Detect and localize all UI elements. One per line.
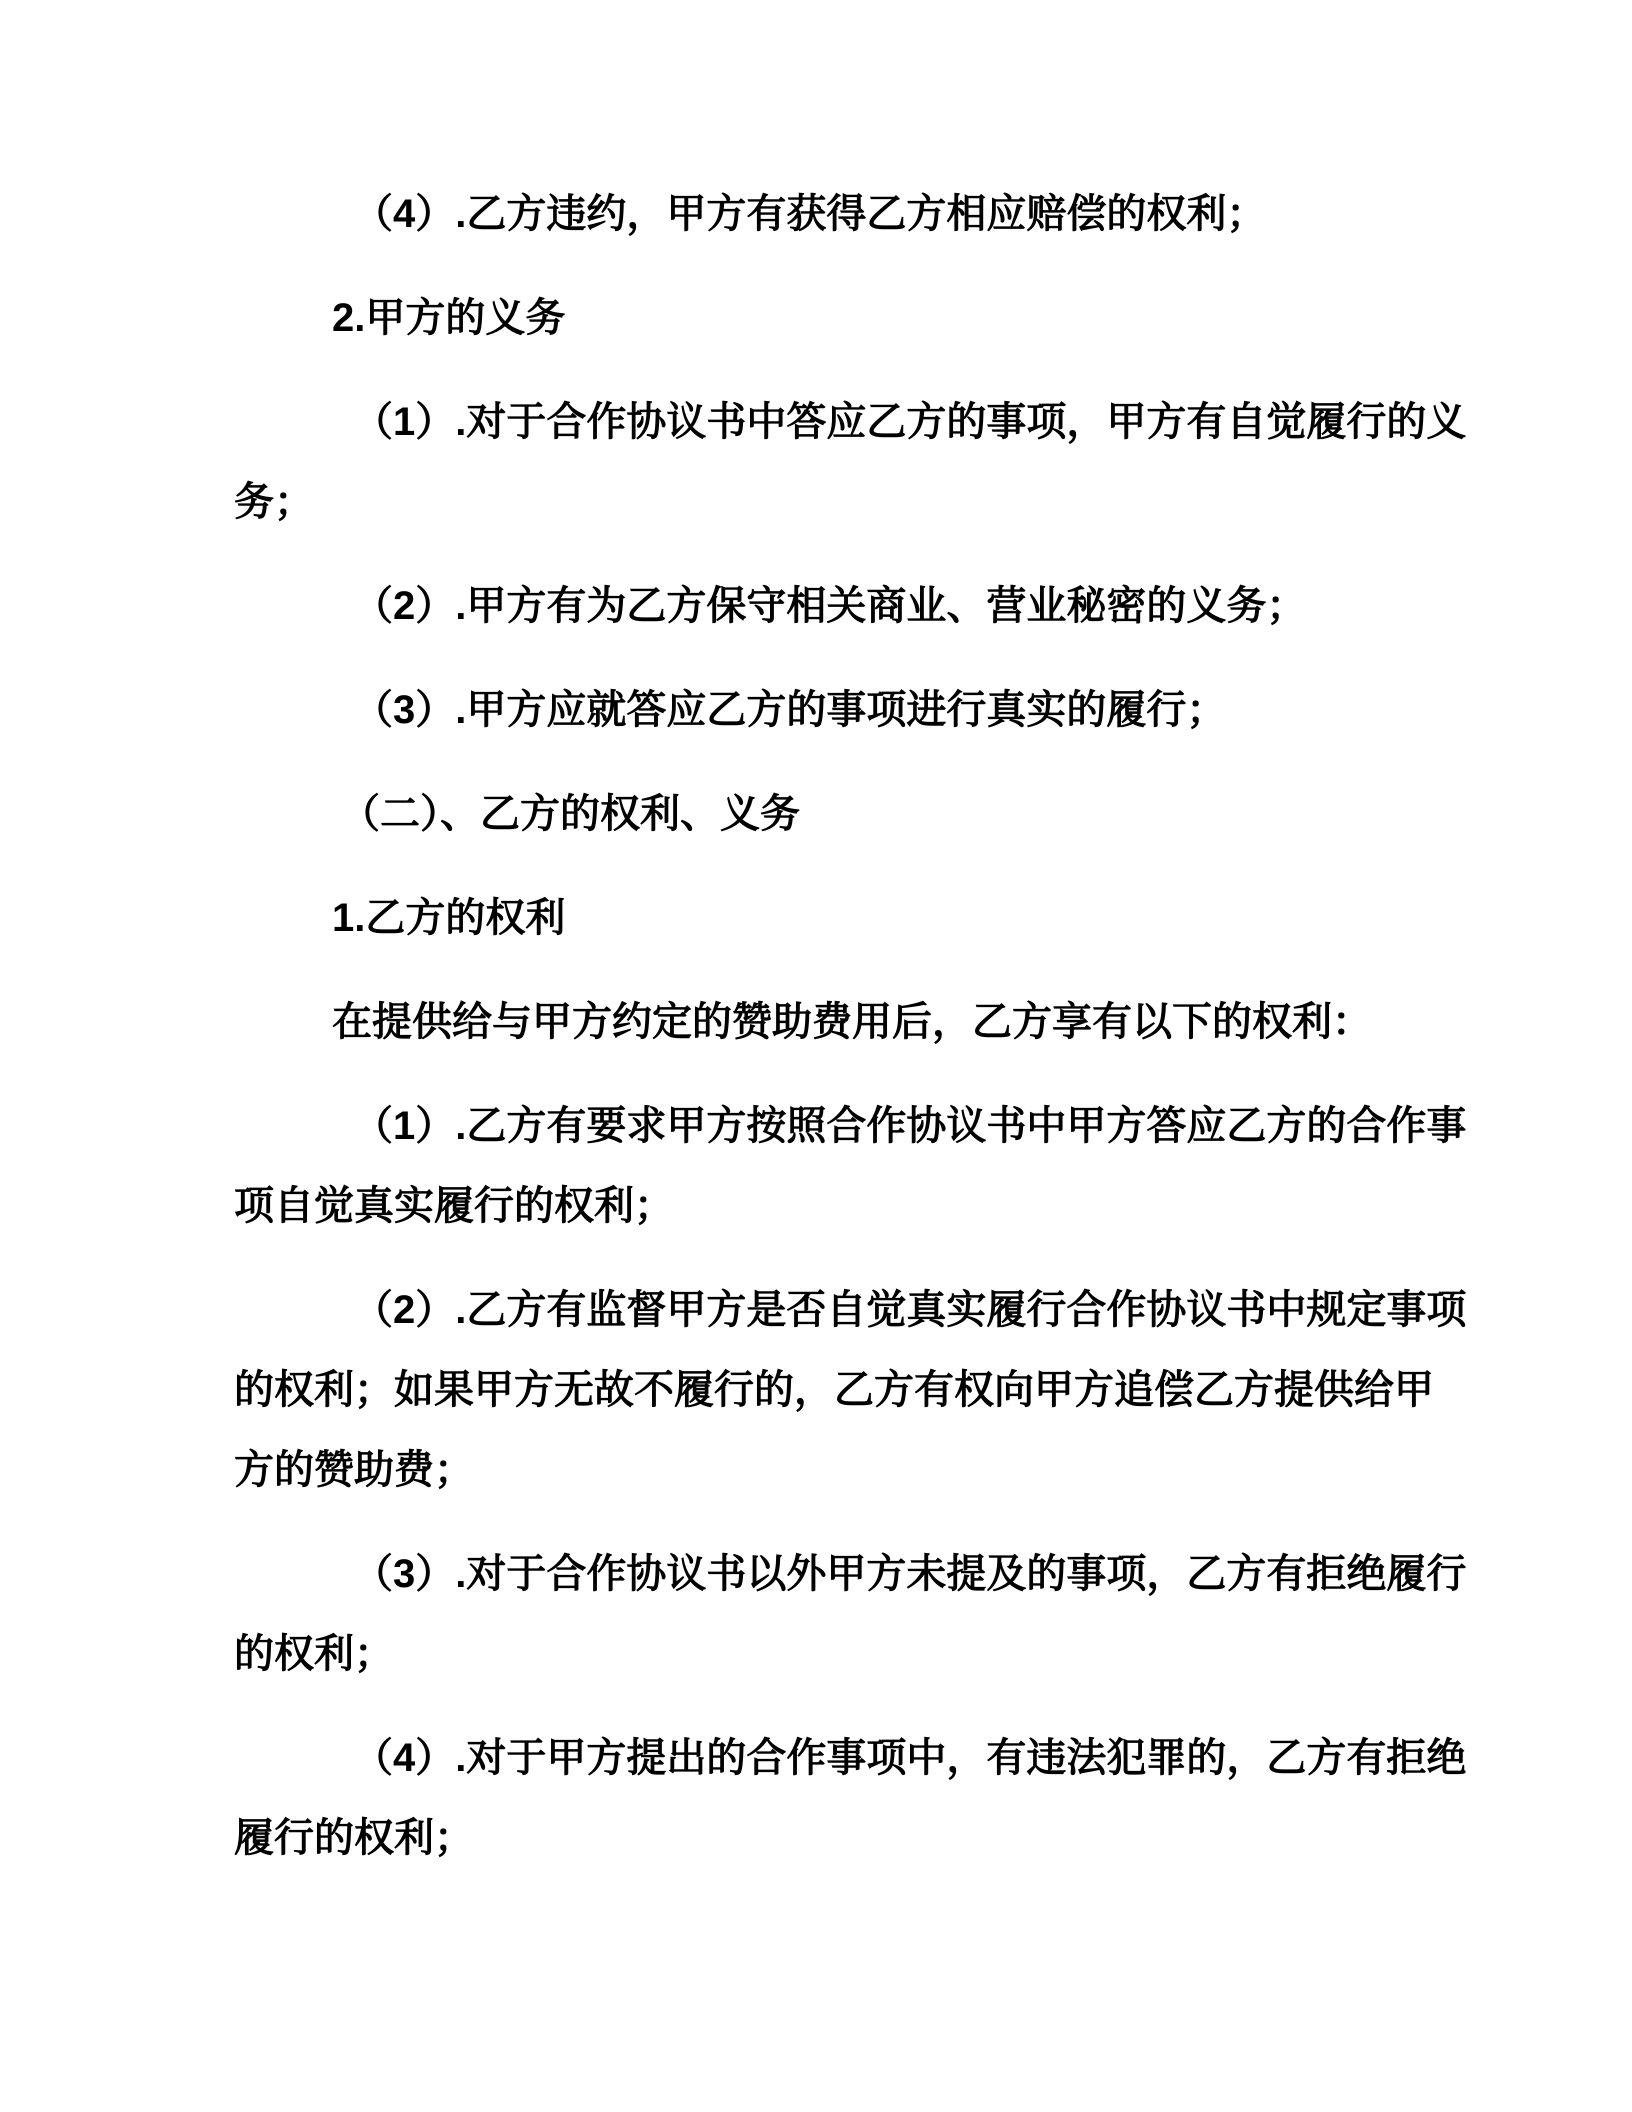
paragraph-clause-0 [234,174,1420,254]
text-line: （1）.对于合作协议书中答应乙方的事项，甲方有自觉履行的义 [353,400,1467,444]
text-line: 2.甲方的义务 [332,296,566,340]
paragraph-section-5 [234,774,1420,854]
paragraph-clause-11 [234,1718,1467,1878]
text-line: （3）.甲方应就答应乙方的事项进行真实的履行； [353,688,1227,732]
text-line: （3）.对于合作协议书以外甲方未提及的事项，乙方有拒绝履行 [353,1552,1467,1596]
text-line: （1）.乙方有要求甲方按照合作协议书中甲方答应乙方的合作事 [353,1104,1467,1148]
paragraph-clause-2 [234,382,1467,542]
paragraph-clause-4 [234,670,1420,750]
text-line: 履行的权利； [234,1816,474,1860]
text-line: （二）、乙方的权利、义务 [340,792,800,836]
text-line: 在提供给与甲方约定的赞助费用后，乙方享有以下的权利： [332,1000,1372,1044]
text-line: 的权利； [234,1632,394,1676]
text-line: 1.乙方的权利 [332,896,566,940]
paragraph-clause-8 [234,1086,1467,1246]
text-line: 的权利；如果甲方无故不履行的，乙方有权向甲方追偿乙方提供给甲 [234,1368,1434,1412]
text-line: （2）.乙方有监督甲方是否自觉真实履行合作协议书中规定事项 [353,1288,1467,1332]
text-line: 务； [234,480,314,524]
paragraph-heading-1 [234,278,1420,358]
paragraph-heading-6 [234,878,1420,958]
document-body [234,174,1467,1902]
paragraph-body-7 [234,982,1420,1062]
text-line: （4）.乙方违约，甲方有获得乙方相应赔偿的权利； [353,192,1267,236]
text-line: 方的赞助费； [234,1448,474,1492]
paragraph-clause-9 [234,1270,1467,1510]
paragraph-clause-10 [234,1534,1467,1694]
text-line: （4）.对于甲方提出的合作事项中，有违法犯罪的，乙方有拒绝 [353,1736,1467,1780]
text-line: 项自觉真实履行的权利； [234,1184,674,1228]
text-line: （2）.甲方有为乙方保守相关商业、营业秘密的义务； [353,584,1307,628]
paragraph-clause-3 [234,566,1420,646]
